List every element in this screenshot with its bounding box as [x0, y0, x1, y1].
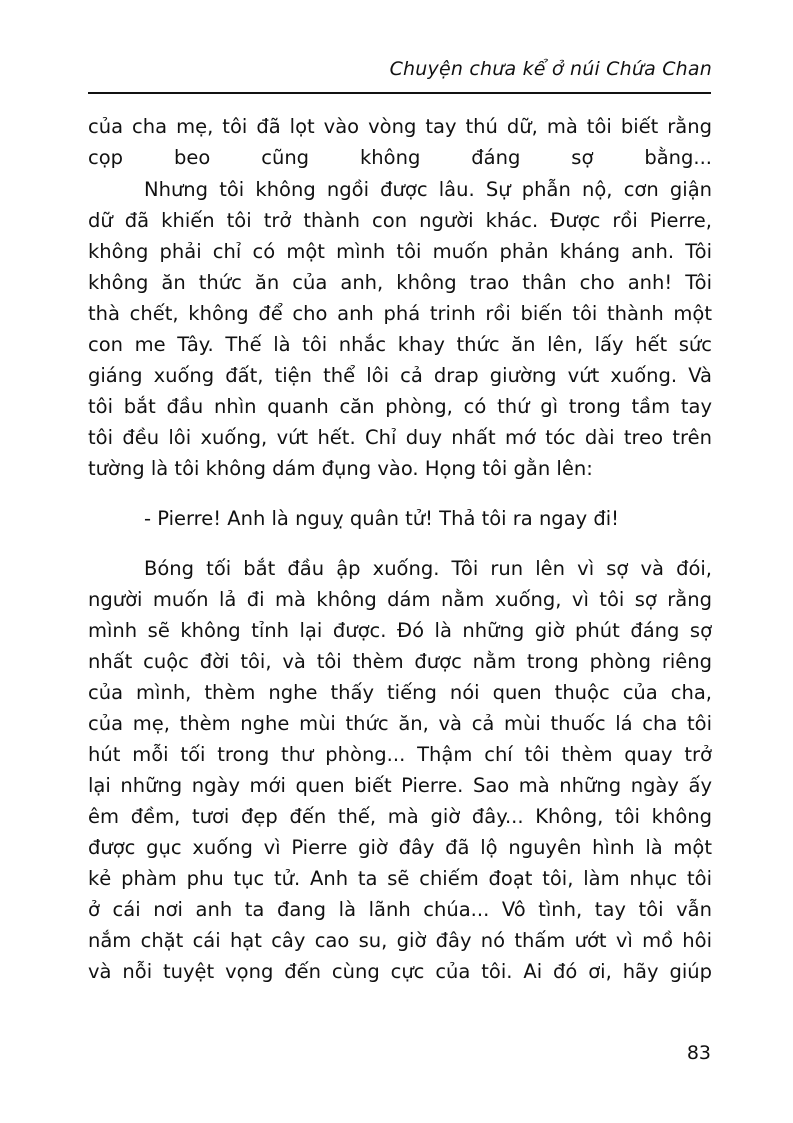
text-line: tôi đều lôi xuống, vứt hết. Chỉ duy nhất mớ tóc dài treo trên	[88, 426, 712, 449]
text-line: dữ đã khiến tôi trở thành con người khác. Được rồi Pierre,	[88, 209, 712, 232]
text-line: không ăn thức ăn của anh, không trao thân cho anh! Tôi	[88, 271, 712, 294]
text-line: ở cái nơi anh ta đang là lãnh chúa... Vô tình, tay tôi vẫn	[88, 898, 712, 921]
text-line: lại những ngày mới quen biết Pierre. Sao mà những ngày ấy	[88, 774, 712, 797]
text-line: tôi bắt đầu nhìn quanh căn phòng, có thứ gì trong tầm tay	[88, 395, 712, 418]
text-line: người muốn lả đi mà không dám nằm xuống, vì tôi sợ rằng	[88, 588, 712, 611]
text-line: tường là tôi không dám đụng vào. Họng tôi gằn lên:	[88, 457, 593, 480]
text-line: của mẹ, thèm nghe mùi thức ăn, và cả mùi thuốc lá cha tôi	[88, 712, 712, 735]
text-line: không phải chỉ có một mình tôi muốn phản kháng anh. Tôi	[88, 240, 712, 263]
text-line: kẻ phàm phu tục tử. Anh ta sẽ chiếm đoạt tôi, làm nhục tôi	[88, 867, 712, 890]
header-rule	[88, 92, 711, 94]
text-line: và nỗi tuyệt vọng đến cùng cực của tôi. Ai đó ơi, hãy giúp	[88, 960, 712, 983]
paragraph	[88, 111, 712, 173]
text-line: mình sẽ không tỉnh lại được. Đó là những giờ phút đáng sợ	[88, 619, 712, 642]
text-line: nắm chặt cái hạt cây cao su, giờ đây nó thấm ướt vì mồ hôi	[88, 929, 712, 952]
dialogue-line	[88, 503, 712, 534]
text-line: - Pierre! Anh là nguỵ quân tử! Thả tôi ra ngay đi!	[144, 507, 619, 530]
text-line: hút mỗi tối trong thư phòng... Thậm chí tôi thèm quay trở	[88, 743, 712, 766]
text-line: êm đềm, tươi đẹp đến thế, mà giờ đây... Không, tôi không	[88, 805, 712, 828]
text-line: được gục xuống vì Pierre giờ đây đã lộ nguyên hình là một	[88, 836, 712, 859]
text-line: Nhưng tôi không ngồi được lâu. Sự phẫn nộ, cơn giận	[144, 178, 712, 201]
text-line: cọp beo cũng không đáng sợ bằng...	[88, 146, 712, 169]
text-line: giáng xuống đất, tiện thể lôi cả drap giường vứt xuống. Và	[88, 364, 712, 387]
running-header: Chuyện chưa kể ở núi Chứa Chan	[389, 58, 712, 80]
paragraph	[88, 174, 712, 484]
page-number: 83	[686, 1042, 711, 1064]
text-line: thà chết, không để cho anh phá trinh rồi biến tôi thành một	[88, 302, 712, 325]
text-line: của cha mẹ, tôi đã lọt vào vòng tay thú dữ, mà tôi biết rằng	[88, 115, 712, 138]
paragraph	[88, 553, 712, 987]
text-line: nhất cuộc đời tôi, và tôi thèm được nằm trong phòng riêng	[88, 650, 712, 673]
text-line: của mình, thèm nghe thấy tiếng nói quen thuộc của cha,	[88, 681, 712, 704]
text-line: Bóng tối bắt đầu ập xuống. Tôi run lên vì sợ và đói,	[144, 557, 712, 580]
text-line: con me Tây. Thế là tôi nhắc khay thức ăn lên, lấy hết sức	[88, 333, 712, 356]
